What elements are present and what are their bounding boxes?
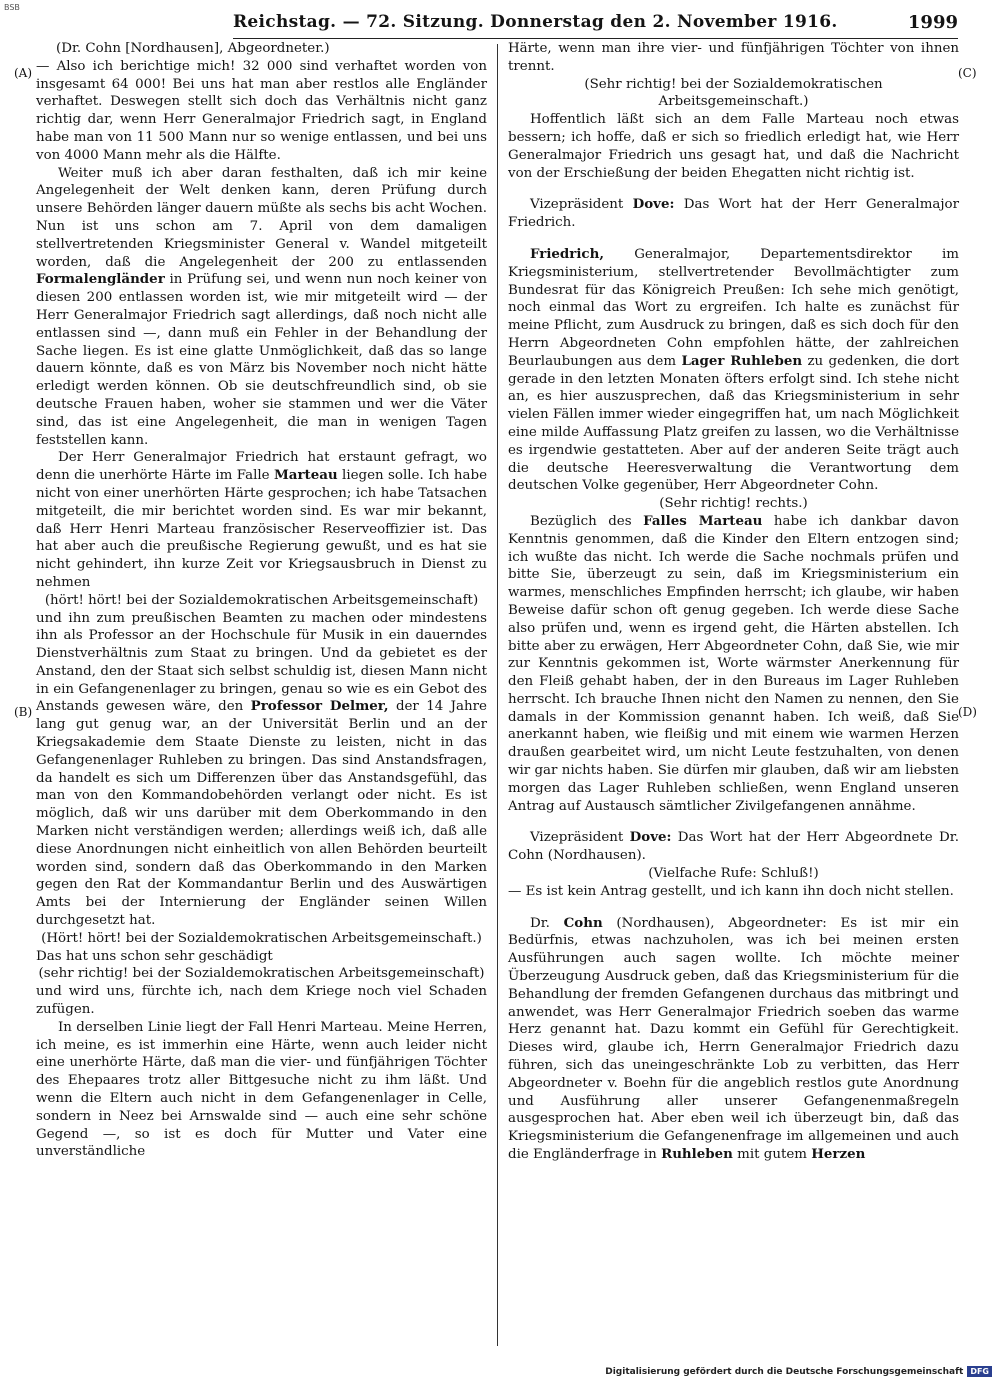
paragraph: Härte, wenn man ihre vier- und fünfjährigen Töchter von ihnen trennt. (508, 41, 959, 74)
paragraph: Das hat uns schon sehr geschädigt (36, 948, 273, 964)
margin-mark-c: (C) (958, 66, 977, 80)
interjection: (Sehr richtig! rechts.) (659, 496, 808, 512)
paragraph: In derselben Linie liegt der Fall Henri Marteau. Meine Herren, ich meine, es ist immerhin eine Härte, wenn auch leider nicht eine unerhörte Härte, daß man die vier- und fünfjährigen Töchter des Ehepaares trotz aller Bittgesuche nicht zu ihm läßt. Und wenn die Eltern auch nicht in dem Gefangenenlager in Celle, sondern in Neez bei Arnswalde sind — auch eine sehr schöne Gegend —, so ist es doch für Mutter und Vater eine unverständliche (36, 1019, 487, 1160)
footer (605, 1366, 992, 1377)
interjection: (sehr richtig! bei der Sozialdemokratischen Arbeitsgemeinschaft) (38, 966, 485, 982)
interjection: (Hört! hört! bei der Sozialdemokratischen Arbeitsgemeinschaft.) (41, 930, 482, 946)
interjection: (hört! hört! bei der Sozialdemokratischen Arbeitsgemeinschaft) (44, 592, 479, 608)
page-header (233, 10, 958, 39)
page-number: 1999 (907, 12, 958, 33)
paragraph: Vizepräsident Dove: Das Wort hat der Herr Abgeordnete Dr. Cohn (Nordhausen). (508, 829, 959, 864)
speaker-name: Cohn (563, 914, 603, 931)
interjection: (Vielfache Rufe: Schluß!) (648, 866, 819, 882)
paragraph: Hoffentlich läßt sich an dem Falle Marteau noch etwas bessern; ich hoffe, daß er sich so friedlich erledigt hat, wie Herr Generalmajor Friedrich uns gesagt hat, und daß die Nachricht von der Erschießung der beiden Ehegatten nicht richtig ist. (508, 112, 959, 181)
paragraph: — Es ist kein Antrag gestellt, und ich kann ihn doch nicht stellen. (508, 883, 954, 899)
running-title: Reichstag. — 72. Sitzung. Donnerstag den 2. November 1916. (233, 12, 838, 32)
emphasis: Formalengländer (36, 271, 165, 288)
emphasis: Ruhleben (661, 1146, 733, 1163)
paragraph: — Also ich berichtige mich! 32 000 sind verhaftet worden von insgesamt 64 000! Bei uns hat man aber restlos alle Engländer verhaftet. Deswegen stellt sich doch das Verhältnis nicht ganz richtig dar, wenn Herr Generalmajor Friedrich sagt, in England habe man von 11 500 Mann nur so wenige entlassen, und bei uns von 4000 Mann mehr als die Hälfte. (36, 58, 487, 163)
library-mark: BSB (4, 3, 20, 12)
speaker-header: (Dr. Cohn [Nordhausen], Abgeordneter.) (56, 41, 330, 56)
paragraph: Weiter muß ich aber daran festhalten, daß ich mir keine Angelegenheit der Welt denken kann, deren Prüfung durch unsere Behörden länger dauern müßte als sechs bis acht Wochen. Nun ist uns schon am 7. April von dem damaligen stellvertretenden Kriegsminister General v. Wandel mitgeteilt worden, daß die Angelegenheit der 200 zu entlassenden Formalengländer in Prüfung sei, und wenn nun noch keiner von diesen 200 entlassen worden ist, wie mir mitgeteilt wird — der Herr Generalmajor Friedrich sagt allerdings, daß noch nicht alle entlassen sind —, dann muß ein Fehler in der Behandlung der Sache liegen. Es ist eine glatte Unmöglichkeit, daß das so lange dauern könnte, daß es von März bis November noch nicht hätte erledigt werden können. Ob sie deutschfreundlich sind, ob sie deutsche Frauen haben, woher sie stammen und wer die Väter sind, das ist eine Angelegenheit, die man in wenigen Tagen feststellen kann. (36, 165, 487, 448)
interjection: (Sehr richtig! bei der Sozialdemokratischen Arbeitsgemeinschaft.) (584, 76, 883, 110)
margin-mark-a: (A) (14, 66, 33, 80)
margin-mark-d: (D) (958, 705, 977, 719)
paragraph: Der Herr Generalmajor Friedrich hat erstaunt gefragt, wo denn die unerhörte Härte im Falle Marteau liegen solle. Ich habe nicht von einer unerhörten Härte gesprochen; ich habe Tatsachen mitgeteilt, die mir berichtet worden sind. Es war mir bekannt, daß Herr Henri Marteau französischer Reserveoffizier ist. Das hat aber auch die preußische Regierung gewußt, und es hat sie nicht gehindert, ihn kurze Zeit vor Kriegsausbruch in Dienst zu nehmen (36, 450, 487, 590)
emphasis: Professor Delmer, (250, 698, 389, 715)
paragraph: und wird uns, fürchte ich, nach dem Kriege noch viel Schaden zufügen. (36, 984, 487, 1018)
emphasis: Falles Marteau (643, 512, 763, 529)
paragraph: Bezüglich des Falles Marteau habe ich dankbar davon Kenntnis genommen, daß die Kinder den Eltern entzogen sind; ich wußte das nicht. Ich werde die Sache nochmals prüfen und bitte Sie, überzeugt zu sein, daß im Kriegsministerium ein warmes, menschliches Empfinden herrscht; ich glaube, wir haben Beweise dafür schon oft genug gegeben. Ich werde diese Sache also prüfen und, wenn es irgend geht, die Härten abstellen. Ich bitte aber zu erwägen, Herr Abgeordneter Cohn, daß Sie, wie mir zur Kenntnis gekommen ist, Worte wärmster Anerkennung für den Fleiß gehabt haben, der in den Bureaus im Lager Ruhleben herrscht. Ich brauche Ihnen nicht den Namen zu nennen, den Sie damals in der Kommission genannt haben. Ich weiß, daß Sie anerkannt haben, wie fleißig und mit einem wie warmen Herzen draußen gearbeitet wird, um nicht Leute festzuhalten, von denen wir gar nichts haben. Sie dürfen mir glauben, daß wir am liebsten morgen das Lager Ruhleben schließen, wenn England unseren Antrag auf Austausch sämtlicher Zivilgefangenen annähme. (508, 512, 959, 814)
speaker-name: Dove: (632, 196, 675, 213)
left-column (36, 40, 487, 1161)
dfg-logo: DFG (967, 1366, 992, 1377)
emphasis: Lager Ruhleben (681, 352, 803, 369)
emphasis: Marteau (273, 467, 338, 484)
speaker-name: Dove: (629, 829, 672, 846)
paragraph: und ihn zum preußischen Beamten zu machen oder mindestens ihn als Professor an der Hochschule für Musik in ein dauerndes Dienstverhältnis zum Staat zu bringen. Und da gebietet es der Anstand, den der Staat sich selbst schuldig ist, diesen Mann nicht in ein Gefangenenlager zu bringen, genau so wie es ein Gebot des Anstands gewesen wäre, den Professor Delmer, der 14 Jahre lang gut genug war, an der Universität Berlin und an der Kriegsakademie dem Staate Dienste zu leisten, nicht in das Gefangenenlager Ruhleben zu bringen. Das sind Anstandsfragen, da handelt es sich um Differenzen über das Anstandsgefühl, das man von den Kommandobehörden verlangt oder nicht. Es ist möglich, daß wir uns darüber mit dem Oberkommando in den Marken nicht verständigen werden; allerdings weiß ich, daß alle diese Anordnungen nicht einheitlich von allen Behörden beurteilt worden sind, sondern daß das Oberkommando in den Marken gegen den Rat der Kommandantur Berlin und des Auswärtigen Amts bei der Internierung der Engländer seinen Willen durchgesetzt hat. (36, 610, 487, 929)
paragraph: Vizepräsident Dove: Das Wort hat der Herr Generalmajor Friedrich. (508, 196, 959, 231)
funding-note: Digitalisierung gefördert durch die Deutsche Forschungsgemeinschaft (605, 1366, 964, 1377)
right-column (508, 40, 959, 1164)
emphasis: Herzen (811, 1146, 866, 1163)
paragraph: Friedrich, Generalmajor, Departementsdirektor im Kriegsministerium, stellvertretender Bevollmächtigter zum Bundesrat für das Königreich Preußen: Ich sehe mich genötigt, noch einmal das Wort zu ergreifen. Ich halte es zunächst für meine Pflicht, zum Ausdruck zu bringen, daß es sich doch für den Herrn Abgeordneten Cohn empfohlen hätte, der zahlreichen Beurlaubungen aus dem Lager Ruhleben zu gedenken, die dort gerade in den letzten Monaten öfters erfolgt sind. Ich stehe nicht an, es hier auszusprechen, daß das Kriegsministerium in sehr vielen Fällen immer wieder eingegriffen hat, um nach Möglichkeit eine milde Auffassung Platz greifen zu lassen, wo die Verhältnisse es irgendwie gestatteten. Aber auf der anderen Seite trägt auch die deutsche Heeresverwaltung die Verantwortung dem deutschen Volke gegenüber, Herr Abgeordneter Cohn. (508, 245, 960, 494)
margin-mark-b: (B) (14, 705, 33, 719)
column-divider (497, 44, 498, 1346)
speaker-name: Friedrich, (530, 245, 604, 262)
paragraph: Dr. Cohn (Nordhausen), Abgeordneter: Es ist mir ein Bedürfnis, etwas nachzuholen, was ich bei meinen ersten Ausführungen auch sagen wollte. Ich möchte meiner Überzeugung Ausdruck geben, daß das Kriegsministerium für die Behandlung der fremden Gefangenen durchaus das mitbringt und anwendet, was Herr Generalmajor Friedrich soeben das warme Herz genannt hat. Dazu kommt ein Gefühl für Gerechtigkeit. Dieses wird, glaube ich, Herrn Generalmajor Friedrich dazu führen, sich das uneingeschränkte Lob zu verbitten, das Herr Abgeordneter v. Boehn für die angeblich restlos gute Anordnung und Ausführung aller unserer Gefangenenmaßregeln ausgesprochen hat. Aber eben weil ich überzeugt bin, daß das Kriegsministerium die Gefangenenfrage im allgemeinen und auch die Engländerfrage in Ruhleben mit gutem Herzen (508, 914, 960, 1163)
